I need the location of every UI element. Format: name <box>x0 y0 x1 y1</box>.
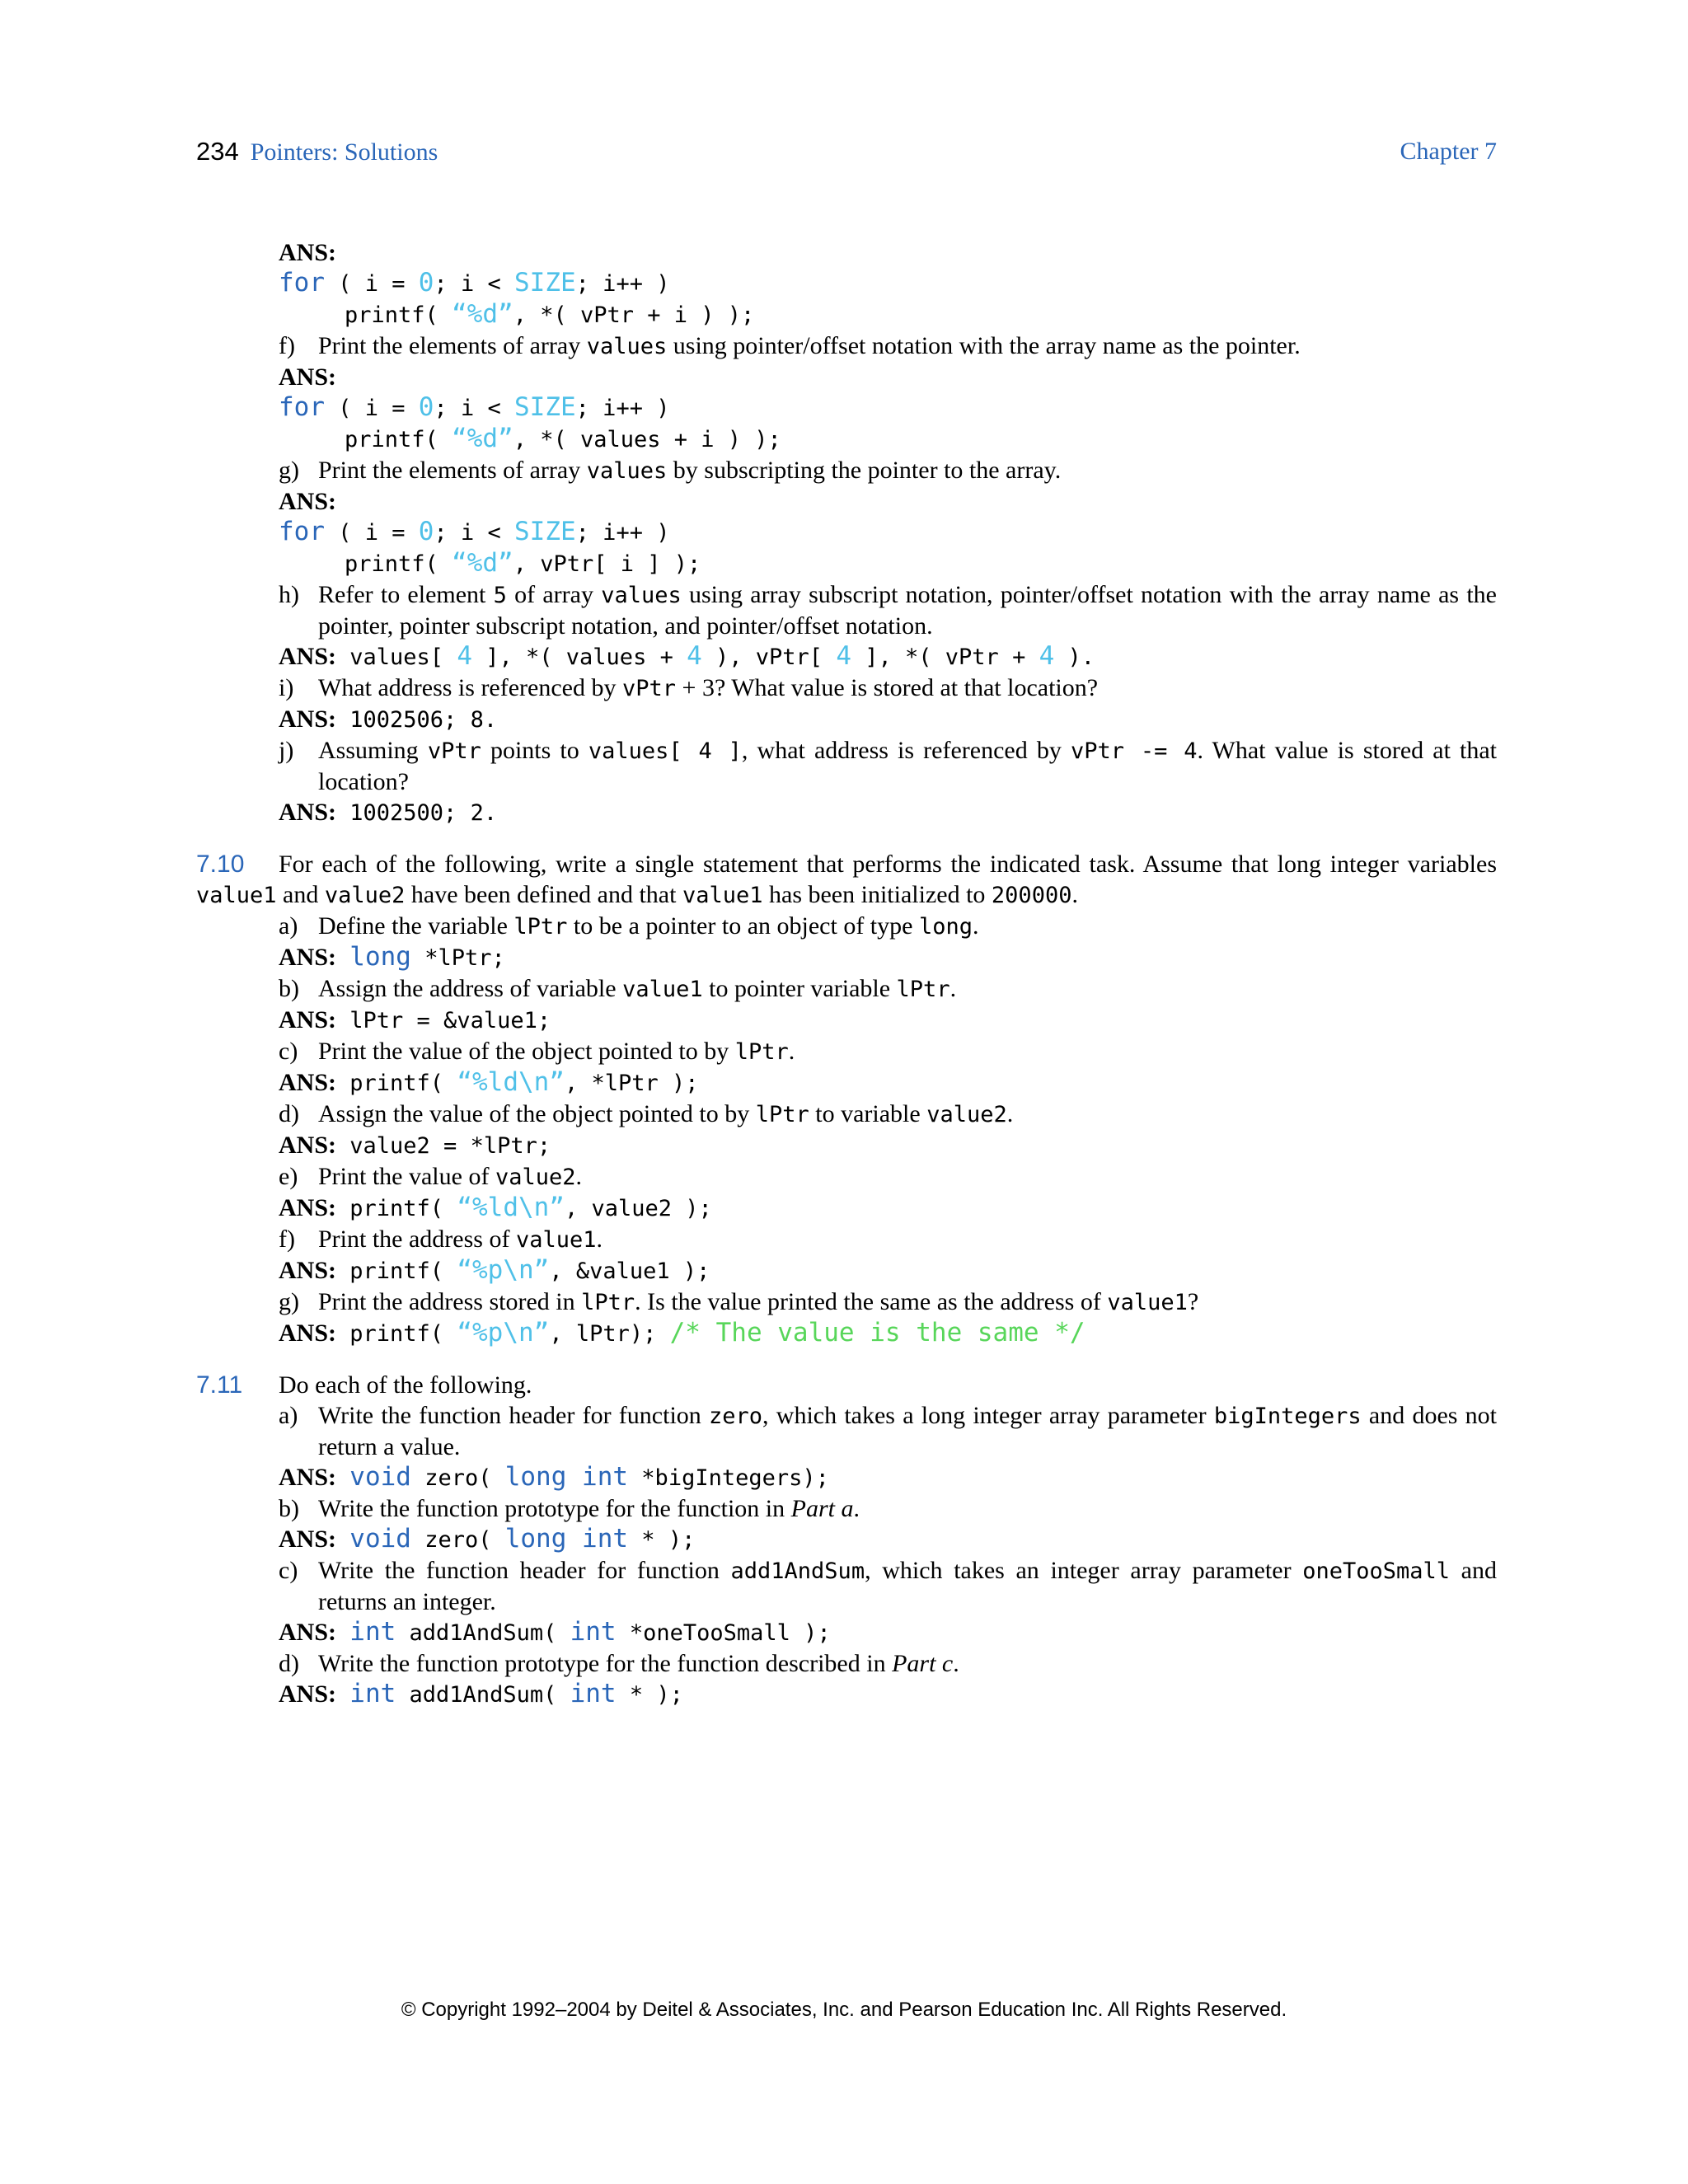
question-j: j) Assuming vPtr points to values[ 4 ], what address is referenced by vPtr -= 4. What value is stored at that location? <box>279 737 1498 795</box>
exercise-7-11-intro: 7.11 Do each of the following. <box>196 1371 532 1399</box>
page-body <box>196 237 1497 1710</box>
answer-j: ANS: 1002500; 2. <box>279 799 498 826</box>
answer-h: ANS: values[ 4 ], *( values + 4 ), vPtr[ 4 ], *( vPtr + 4 ). <box>279 641 1095 671</box>
code-line: printf( “%d”, *( vPtr + i ) ); <box>345 299 755 329</box>
answer-label: ANS: <box>279 488 337 515</box>
answer-7-11-d: ANS: int add1AndSum( int * ); <box>279 1679 683 1708</box>
code-line: printf( “%d”, *( values + i ) ); <box>345 424 781 453</box>
question-7-10-a: a) Define the variable lPtr to be a pointer to an object of type long. <box>279 912 979 940</box>
code-line: for ( i = 0; i < SIZE; i++ ) <box>279 268 670 298</box>
question-7-10-f: f) Print the address of value1. <box>279 1226 603 1253</box>
question-7-11-a: a) Write the function header for function zero, which takes a long integer array parameter bigIntegers and does not return a value. <box>279 1402 1497 1460</box>
question-7-11-c: c) Write the function header for function add1AndSum, which takes an integer array parameter oneTooSmall and returns an integer. <box>279 1557 1497 1615</box>
question-7-10-b: b) Assign the address of variable value1 to pointer variable lPtr. <box>279 975 957 1002</box>
question-7-10-c: c) Print the value of the object pointed to by lPtr. <box>279 1038 795 1065</box>
copyright-footer: © Copyright 1992–2004 by Deitel & Associates, Inc. and Pearson Education Inc. All Rights Reserved. <box>401 1999 1287 2021</box>
code-line: for ( i = 0; i < SIZE; i++ ) <box>279 517 670 546</box>
answer-7-10-c: ANS: printf( “%ld\n”, *lPtr ); <box>279 1067 699 1097</box>
answer-label: ANS: <box>279 239 337 266</box>
code-comment: /* The value is the same */ <box>669 1318 1085 1347</box>
exercise-7-10-intro: 7.10 For each of the following, write a single statement that performs the indicated task. Assume that long integer variables value1 and value2 have been defined and that value1 has been initialized to 200000. <box>196 851 1497 908</box>
code-line: printf( “%d”, vPtr[ i ] ); <box>345 548 701 578</box>
question-7-10-g: g) Print the address stored in lPtr. Is the value printed the same as the address of value1? <box>279 1288 1199 1315</box>
answer-label: ANS: <box>279 363 337 391</box>
question-i: i) What address is referenced by vPtr + 3? What value is stored at that location? <box>279 674 1099 701</box>
header-chapter: Chapter 7 <box>1400 138 1497 165</box>
question-h: h) Refer to element 5 of array values using array subscript notation, pointer/offset notation with the array name as the pointer, pointer subscript notation, and pointer/offset notation. <box>279 581 1497 640</box>
answer-i: ANS: 1002506; 8. <box>279 705 498 733</box>
answer-7-10-a: ANS: long *lPtr; <box>279 942 505 972</box>
answer-7-10-f: ANS: printf( “%p\n”, &value1 ); <box>279 1255 710 1285</box>
question-g: g) Print the elements of array values by subscripting the pointer to the array. <box>279 457 1062 484</box>
page-number: 234 <box>196 137 239 166</box>
question-7-11-b: b) Write the function prototype for the function in Part a. <box>279 1495 860 1522</box>
answer-7-11-c: ANS: int add1AndSum( int *oneTooSmall ); <box>279 1617 831 1647</box>
question-7-10-d: d) Assign the value of the object pointed to by lPtr to variable value2. <box>279 1100 1014 1127</box>
answer-7-10-d: ANS: value2 = *lPtr; <box>279 1132 551 1159</box>
code-line: for ( i = 0; i < SIZE; i++ ) <box>279 392 670 422</box>
header-title: Pointers: Solutions <box>250 138 438 166</box>
running-header <box>196 135 438 169</box>
question-f: f) Print the elements of array values using pointer/offset notation with the array name as the pointer. <box>279 332 1301 359</box>
answer-7-11-a: ANS: void zero( long int *bigIntegers); <box>279 1462 829 1492</box>
question-7-10-e: e) Print the value of value2. <box>279 1163 582 1190</box>
answer-7-10-g: ANS: printf( “%p\n”, lPtr); /* The value is the same */ <box>279 1318 1085 1347</box>
answer-7-10-e: ANS: printf( “%ld\n”, value2 ); <box>279 1193 712 1222</box>
exercise-number: 7.11 <box>196 1371 243 1399</box>
answer-7-11-b: ANS: void zero( long int * ); <box>279 1524 696 1554</box>
answer-7-10-b: ANS: lPtr = &value1; <box>279 1006 551 1033</box>
exercise-number: 7.10 <box>196 851 245 878</box>
question-7-11-d: d) Write the function prototype for the function described in Part c. <box>279 1650 959 1677</box>
